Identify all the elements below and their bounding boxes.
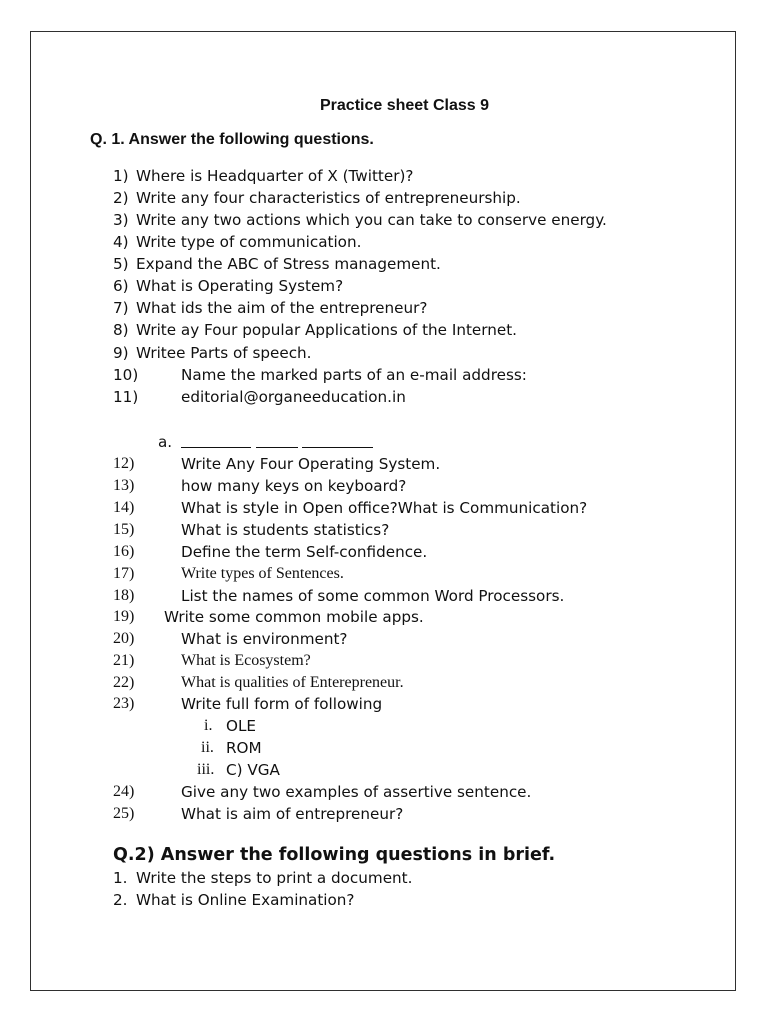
q1-num: 1): [113, 167, 129, 185]
q1-text: Where is Headquarter of X (Twitter)?: [136, 167, 414, 185]
q18-text: List the names of some common Word Processors.: [181, 587, 565, 605]
q3-text: Write any two actions which you can take to conserve energy.: [136, 211, 607, 229]
q9-text: Writee Parts of speech.: [136, 344, 312, 362]
q23-sub-i-text: OLE: [226, 717, 257, 735]
q7-num: 7): [113, 299, 129, 317]
q18-num: 18): [113, 587, 135, 604]
q20-text: What is environment?: [181, 630, 348, 648]
q4-text: Write type of communication.: [136, 233, 362, 251]
q9-num: 9): [113, 344, 129, 362]
q14-num: 14): [113, 499, 135, 516]
section1-heading: Q. 1. Answer the following questions.: [90, 131, 374, 148]
q23-sub-ii-num: ii.: [201, 739, 214, 756]
q16-num: 16): [113, 543, 135, 560]
q10-num: 10): [113, 366, 139, 384]
q19-text: Write some common mobile apps.: [164, 608, 424, 626]
q23-sub-ii-text: ROM: [226, 739, 262, 757]
q5-text: Expand the ABC of Stress management.: [136, 255, 441, 273]
s2-q1-text: Write the steps to print a document.: [136, 869, 413, 887]
q6-text: What is Operating System?: [136, 277, 344, 295]
s2-q2-num: 2.: [113, 891, 128, 909]
q23-num: 23): [113, 695, 135, 712]
q20-num: 20): [113, 630, 135, 647]
q2-num: 2): [113, 189, 129, 207]
q12-num: 12): [113, 455, 135, 472]
section2-heading: Q.2) Answer the following questions in brief.: [113, 845, 556, 865]
q21-text: What is Ecosystem?: [181, 652, 311, 669]
q15-text: What is students statistics?: [181, 521, 390, 539]
blank-line-1: [181, 447, 251, 448]
q16-text: Define the term Self-confidence.: [181, 543, 428, 561]
q17-num: 17): [113, 565, 135, 582]
q11-num: 11): [113, 388, 139, 406]
q2-text: Write any four characteristics of entrepreneurship.: [136, 189, 521, 207]
q17-text: Write types of Sentences.: [181, 565, 344, 582]
q25-num: 25): [113, 805, 135, 822]
q3-num: 3): [113, 211, 129, 229]
q13-text: how many keys on keyboard?: [181, 477, 407, 495]
q7-text: What ids the aim of the entrepreneur?: [136, 299, 428, 317]
q6-num: 6): [113, 277, 129, 295]
q12-text: Write Any Four Operating System.: [181, 455, 441, 473]
q23-sub-iii-num: iii.: [197, 761, 215, 778]
q4-num: 4): [113, 233, 129, 251]
q23-sub-i-num: i.: [204, 717, 213, 734]
q22-num: 22): [113, 674, 135, 691]
q13-num: 13): [113, 477, 135, 494]
blank-line-3: [302, 447, 373, 448]
q10-text: Name the marked parts of an e-mail address:: [181, 366, 527, 384]
s2-q2-text: What is Online Examination?: [136, 891, 355, 909]
q5-num: 5): [113, 255, 129, 273]
q8-text: Write ay Four popular Applications of the Internet.: [136, 321, 517, 339]
q21-num: 21): [113, 652, 135, 669]
q11-text: editorial@organeeducation.in: [181, 388, 406, 406]
q22-text: What is qualities of Enterepreneur.: [181, 674, 404, 691]
sub-a-label: a.: [158, 433, 173, 451]
q8-num: 8): [113, 321, 129, 339]
q24-text: Give any two examples of assertive sentence.: [181, 783, 532, 801]
q24-num: 24): [113, 783, 135, 800]
q19-num: 19): [113, 608, 135, 625]
q23-text: Write full form of following: [181, 695, 383, 713]
q14-text: What is style in Open office?What is Communication?: [181, 499, 588, 517]
blank-line-2: [256, 447, 298, 448]
q23-sub-iii-text: C) VGA: [226, 761, 280, 779]
page-title: Practice sheet Class 9: [320, 97, 489, 114]
q25-text: What is aim of entrepreneur?: [181, 805, 404, 823]
q15-num: 15): [113, 521, 135, 538]
s2-q1-num: 1.: [113, 869, 128, 887]
